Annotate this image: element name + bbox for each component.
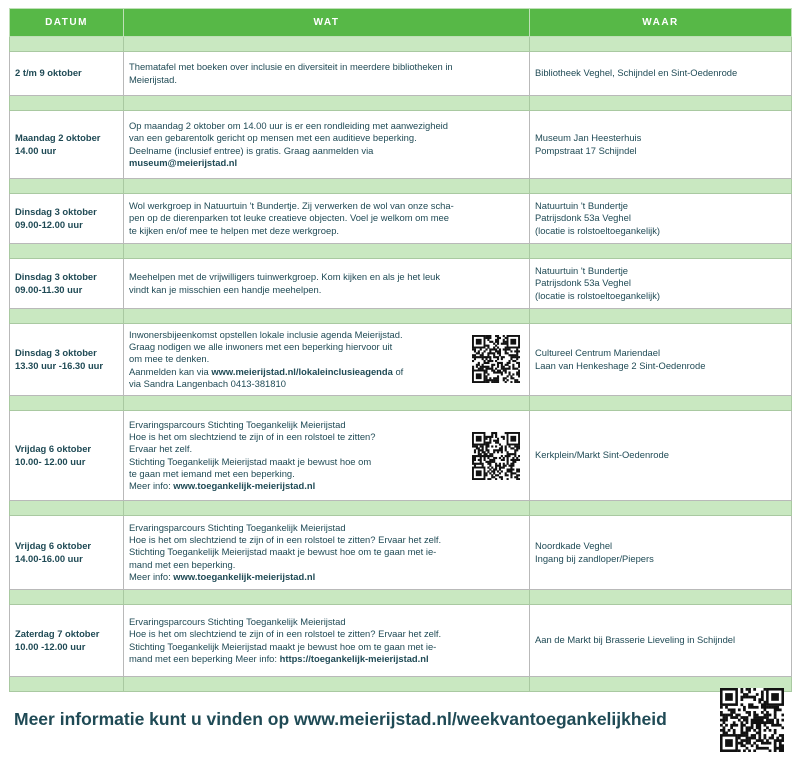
waar-line: Bibliotheek Veghel, Schijndel en Sint-Oedenrode [535,67,738,79]
spacer-cell [124,501,530,516]
spacer-cell [10,590,124,605]
wat-text: via Sandra Langenbach 0413-381810 [129,377,286,389]
spacer-cell [124,677,530,692]
event-row [10,194,792,244]
wat-line [129,353,524,365]
spacer-cell [530,37,792,52]
spacer-cell [530,590,792,605]
datum-cell [10,259,124,309]
wat-cell [124,194,530,244]
spacer-cell [530,244,792,259]
event-row [10,111,792,179]
waar-line: Laan van Henkeshage 2 Sint-Oedenrode [535,359,706,371]
wat-text: Meehelpen met de vrijwilligers tuinwerkgroep. Kom kijken en als je het leuk [129,271,441,283]
wat-text: Meer info: [129,479,174,491]
datum-cell [10,605,124,677]
wat-text: Inwonersbijeenkomst opstellen lokale inclusie agenda Meierijstad. [129,328,403,340]
wat-line [129,225,524,237]
spacer-cell [10,244,124,259]
wat-line [129,468,524,480]
wat-text: pen op de dierenparken tot leuke creatieve objecten. Voel je welkom om mee [129,212,449,224]
spacer-cell [124,309,530,324]
spacer-cell [10,96,124,111]
wat-text: Meer info: [129,570,174,582]
waar-cell [530,605,792,677]
datum-line: Dinsdag 3 oktober [15,206,97,218]
wat-text: Stichting Toegankelijk Meierijstad maakt je bewust hoe om te gaan met ie- [129,546,437,558]
waar-line: Ingang bij zandloper/Piepers [535,552,654,564]
wat-line [129,571,524,583]
spacer-row [10,244,792,259]
waar-line: Cultureel Centrum Mariendael [535,347,661,359]
wat-line [129,628,524,640]
waar-line: (locatie is rolstoeltoegankelijk) [535,289,661,301]
datum-line: 10.00 -12.00 uur [15,640,86,652]
wat-text: Wol werkgroep in Natuurtuin 't Bundertje. Zij verwerken de wol van onze scha- [129,200,454,212]
wat-text: Graag nodigen we alle inwoners met een beperking hiervoor uit [129,341,393,353]
wat-text: te gaan met iemand met een beperking. [129,467,295,479]
wat-text: Ervaar het zelf. [129,443,193,455]
spacer-cell [10,179,124,194]
waar-cell [530,194,792,244]
wat-line [129,443,524,455]
wat-cell [124,516,530,590]
spacer-row [10,677,792,692]
spacer-row [10,396,792,411]
wat-text: vindt kan je misschien een handje meehelpen. [129,283,322,295]
wat-text: Hoe is het om slechtziend te zijn of in een rolstoel te zitten? [129,431,376,443]
datum-line: 10.00- 12.00 uur [15,455,86,467]
spacer-cell [530,179,792,194]
wat-text: Op maandag 2 oktober om 14.00 uur is er een rondleiding met aanwezigheid [129,120,448,132]
event-row [10,259,792,309]
datum-line: 09.00-11.30 uur [15,283,83,295]
wat-line [129,132,524,144]
wat-text: Hoe is het om slechtziend te zijn of in een rolstoel te zitten? Ervaar het zelf. [129,628,442,640]
waar-cell [530,516,792,590]
wat-line [129,641,524,653]
wat-line [129,157,524,169]
wat-line [129,522,524,534]
datum-line: 14.00-16.00 uur [15,552,83,564]
wat-line [129,616,524,628]
waar-line: Kerkplein/Markt Sint-Oedenrode [535,449,669,461]
spacer-cell [10,677,124,692]
spacer-cell [10,37,124,52]
wat-text: Thematafel met boeken over inclusie en diversiteit in meerdere bibliotheken in [129,61,453,73]
datum-line: Dinsdag 3 oktober [15,271,97,283]
spacer-row [10,590,792,605]
header-row [10,9,792,37]
wat-line [129,329,524,341]
waar-line: Patrijsdonk 53a Veghel [535,277,631,289]
waar-cell [530,411,792,501]
wat-line [129,74,524,86]
waar-cell [530,52,792,96]
event-row [10,605,792,677]
wat-cell [124,52,530,96]
waar-line: Natuurtuin 't Bundertje [535,265,628,277]
wat-line [129,341,524,353]
wat-line [129,61,524,73]
wat-line [129,378,524,390]
waar-line: Pompstraat 17 Schijndel [535,144,637,156]
spacer-cell [10,396,124,411]
wat-line [129,653,524,665]
qr-code-icon [472,432,520,480]
schedule-body [10,37,792,692]
wat-text: te kijken en/of mee te helpen met deze werkgroep. [129,224,340,236]
datum-cell [10,324,124,396]
wat-line [129,419,524,431]
spacer-row [10,96,792,111]
event-row [10,324,792,396]
spacer-cell [10,309,124,324]
datum-line: Vrijdag 6 oktober [15,443,92,455]
wat-line [129,120,524,132]
waar-line: Museum Jan Heesterhuis [535,132,642,144]
wat-text: Ervaringsparcours Stichting Toegankelijk Meierijstad [129,616,346,628]
wat-text: mand met een beperking Meer info: [129,652,280,664]
info-link[interactable]: www.meierijstad.nl/lokaleinclusieagenda [211,365,393,377]
wat-line [129,546,524,558]
spacer-row [10,309,792,324]
spacer-row [10,501,792,516]
wat-line [129,145,524,157]
wat-line [129,456,524,468]
spacer-cell [530,501,792,516]
spacer-cell [124,590,530,605]
spacer-row [10,37,792,52]
waar-line: Patrijsdonk 53a Veghel [535,212,631,224]
datum-line: Zaterdag 7 oktober [15,628,100,640]
info-link[interactable]: https://toegankelijk-meierijstad.nl [279,652,429,664]
waar-line: Aan de Markt bij Brasserie Lieveling in Schijndel [535,634,736,646]
wat-text: Deelname (inclusief entree) is gratis. Graag aanmelden via [129,144,374,156]
wat-line [129,366,524,378]
datum-line: 09.00-12.00 uur [15,218,83,230]
wat-text: om mee te denken. [129,353,210,365]
info-link[interactable]: www.toegankelijk-meierijstad.nl [173,479,316,491]
datum-line: Dinsdag 3 oktober [15,347,97,359]
wat-line [129,271,524,283]
waar-line: (locatie is rolstoeltoegankelijk) [535,224,661,236]
waar-cell [530,111,792,179]
event-row [10,411,792,501]
wat-text: Ervaringsparcours Stichting Toegankelijk Meierijstad [129,521,346,533]
qr-code-icon [472,335,520,383]
wat-text: Aanmelden kan via [129,365,212,377]
wat-cell [124,605,530,677]
spacer-cell [124,96,530,111]
spacer-cell [530,309,792,324]
footer-info: Meer informatie kunt u vinden op www.meierijstad.nl/weekvantoegankelijkheid [14,709,667,729]
qr-code-icon [720,688,784,757]
spacer-cell [124,244,530,259]
wat-text: Hoe is het om slechtziend te zijn of in een rolstoel te zitten? Ervaar het zelf. [129,534,442,546]
wat-text: of [392,365,404,377]
event-row [10,516,792,590]
spacer-cell [124,396,530,411]
spacer-cell [124,179,530,194]
spacer-cell [124,37,530,52]
wat-line [129,534,524,546]
wat-line [129,480,524,492]
wat-line [129,559,524,571]
spacer-cell [530,396,792,411]
wat-text: Ervaringsparcours Stichting Toegankelijk Meierijstad [129,418,346,430]
wat-cell [124,411,530,501]
wat-cell [124,324,530,396]
wat-text: mand met een beperking. [129,558,236,570]
spacer-row [10,179,792,194]
spacer-cell [530,96,792,111]
datum-line: 13.30 uur -16.30 uur [15,359,104,371]
wat-text: Stichting Toegankelijk Meierijstad maakt je bewust hoe om te gaan met ie- [129,640,437,652]
datum-line: 2 t/m 9 oktober [15,67,82,79]
wat-text: van een gebarentolk gericht op mensen met een auditieve beperking. [129,132,417,144]
wat-cell [124,259,530,309]
datum-cell [10,411,124,501]
header-wat: WAT [124,9,530,37]
spacer-cell [10,501,124,516]
info-link[interactable]: www.toegankelijk-meierijstad.nl [173,570,316,582]
waar-cell [530,324,792,396]
datum-cell [10,516,124,590]
wat-line [129,284,524,296]
schedule-table [9,8,792,692]
wat-text: Meierijstad. [129,73,177,85]
datum-line: Maandag 2 oktober [15,132,101,144]
header-datum: DATUM [10,9,124,37]
datum-cell [10,194,124,244]
header-waar: WAAR [530,9,792,37]
datum-line: 14.00 uur [15,144,57,156]
wat-cell [124,111,530,179]
waar-line: Noordkade Veghel [535,540,613,552]
event-row [10,52,792,96]
datum-cell [10,52,124,96]
wat-text: Stichting Toegankelijk Meierijstad maakt je bewust hoe om [129,455,372,467]
datum-line: Vrijdag 6 oktober [15,540,92,552]
waar-line: Natuurtuin 't Bundertje [535,200,628,212]
wat-line [129,431,524,443]
wat-line [129,200,524,212]
waar-cell [530,259,792,309]
info-link[interactable]: museum@meierijstad.nl [129,156,238,168]
datum-cell [10,111,124,179]
wat-line [129,212,524,224]
